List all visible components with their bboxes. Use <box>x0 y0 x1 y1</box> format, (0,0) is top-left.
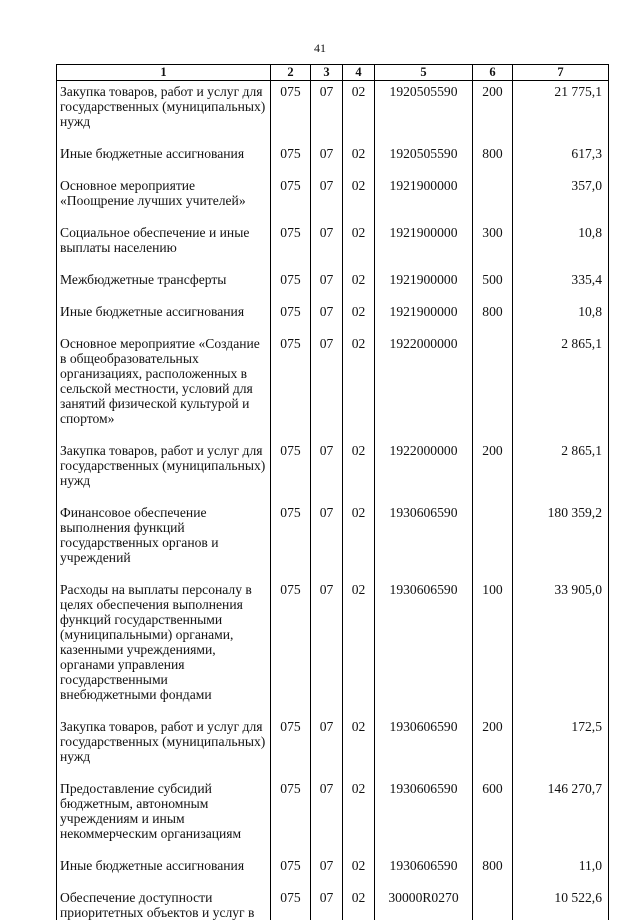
row-amount-cell: 11,0 <box>513 855 609 887</box>
row-gr-cell: 075 <box>271 175 311 222</box>
row-rz-cell: 07 <box>311 143 343 175</box>
row-csr-cell: 1930606590 <box>375 579 473 716</box>
row-csr-cell: 1922000000 <box>375 333 473 440</box>
row-csr-cell: 1920505590 <box>375 81 473 144</box>
row-vr-cell <box>473 175 513 222</box>
table-row <box>57 81 609 144</box>
row-vr-cell: 500 <box>473 269 513 301</box>
row-csr-cell: 1921900000 <box>375 301 473 333</box>
row-name-cell: Расходы на выплаты персоналу в целях обеспечения выполнения функций государственными (муниципальными) органами, казенными учреждениями, органами управления государственными внебюджетными фондами <box>57 579 271 716</box>
row-gr-cell: 075 <box>271 579 311 716</box>
row-gr-cell: 075 <box>271 269 311 301</box>
row-name-cell: Иные бюджетные ассигнования <box>57 855 271 887</box>
row-rz-cell: 07 <box>311 222 343 269</box>
column-header: 7 <box>513 65 609 81</box>
row-pr-cell: 02 <box>343 502 375 579</box>
row-csr-cell: 1930606590 <box>375 716 473 778</box>
row-gr-cell: 075 <box>271 143 311 175</box>
row-vr-cell <box>473 887 513 920</box>
row-rz-cell: 07 <box>311 716 343 778</box>
row-pr-cell: 02 <box>343 440 375 502</box>
page-number: 41 <box>314 41 326 55</box>
row-csr-cell: 1921900000 <box>375 175 473 222</box>
row-csr-cell: 1930606590 <box>375 502 473 579</box>
row-rz-cell: 07 <box>311 855 343 887</box>
row-amount-cell: 10,8 <box>513 222 609 269</box>
row-name-cell: Закупка товаров, работ и услуг для государственных (муниципальных) нужд <box>57 716 271 778</box>
row-csr-cell: 1922000000 <box>375 440 473 502</box>
column-header: 6 <box>473 65 513 81</box>
column-header: 5 <box>375 65 473 81</box>
row-amount-cell: 10,8 <box>513 301 609 333</box>
row-gr-cell: 075 <box>271 333 311 440</box>
row-pr-cell: 02 <box>343 716 375 778</box>
row-pr-cell: 02 <box>343 887 375 920</box>
row-pr-cell: 02 <box>343 143 375 175</box>
row-name-cell: Социальное обеспечение и иные выплаты населению <box>57 222 271 269</box>
table-row <box>57 333 609 440</box>
row-rz-cell: 07 <box>311 301 343 333</box>
row-rz-cell: 07 <box>311 81 343 144</box>
row-vr-cell <box>473 333 513 440</box>
row-amount-cell: 2 865,1 <box>513 333 609 440</box>
row-amount-cell: 146 270,7 <box>513 778 609 855</box>
row-gr-cell: 075 <box>271 778 311 855</box>
row-amount-cell: 21 775,1 <box>513 81 609 144</box>
row-gr-cell: 075 <box>271 222 311 269</box>
table-row <box>57 887 609 920</box>
table-row <box>57 143 609 175</box>
row-vr-cell: 800 <box>473 143 513 175</box>
row-pr-cell: 02 <box>343 222 375 269</box>
row-gr-cell: 075 <box>271 81 311 144</box>
row-pr-cell: 02 <box>343 855 375 887</box>
column-header: 3 <box>311 65 343 81</box>
row-amount-cell: 357,0 <box>513 175 609 222</box>
row-csr-cell: 1930606590 <box>375 855 473 887</box>
table-row <box>57 579 609 716</box>
row-amount-cell: 180 359,2 <box>513 502 609 579</box>
row-rz-cell: 07 <box>311 778 343 855</box>
table-row <box>57 301 609 333</box>
row-gr-cell: 075 <box>271 716 311 778</box>
table-row <box>57 778 609 855</box>
row-pr-cell: 02 <box>343 269 375 301</box>
row-vr-cell <box>473 502 513 579</box>
row-name-cell: Иные бюджетные ассигнования <box>57 301 271 333</box>
row-pr-cell: 02 <box>343 81 375 144</box>
row-amount-cell: 2 865,1 <box>513 440 609 502</box>
row-rz-cell: 07 <box>311 579 343 716</box>
row-name-cell: Обеспечение доступности приоритетных объектов и услуг в <box>57 887 271 920</box>
table-row <box>57 855 609 887</box>
row-csr-cell: 30000R0270 <box>375 887 473 920</box>
row-gr-cell: 075 <box>271 440 311 502</box>
budget-table <box>56 64 609 920</box>
row-name-cell: Межбюджетные трансферты <box>57 269 271 301</box>
row-rz-cell: 07 <box>311 502 343 579</box>
row-gr-cell: 075 <box>271 855 311 887</box>
row-vr-cell: 200 <box>473 716 513 778</box>
row-pr-cell: 02 <box>343 301 375 333</box>
row-amount-cell: 10 522,6 <box>513 887 609 920</box>
row-csr-cell: 1920505590 <box>375 143 473 175</box>
row-pr-cell: 02 <box>343 333 375 440</box>
row-name-cell: Финансовое обеспечение выполнения функций государственных органов и учреждений <box>57 502 271 579</box>
table-row <box>57 222 609 269</box>
row-csr-cell: 1930606590 <box>375 778 473 855</box>
row-csr-cell: 1921900000 <box>375 222 473 269</box>
row-vr-cell: 800 <box>473 301 513 333</box>
row-vr-cell: 200 <box>473 81 513 144</box>
row-name-cell: Основное мероприятие «Поощрение лучших учителей» <box>57 175 271 222</box>
row-rz-cell: 07 <box>311 887 343 920</box>
table-row <box>57 502 609 579</box>
row-name-cell: Закупка товаров, работ и услуг для государственных (муниципальных) нужд <box>57 440 271 502</box>
row-rz-cell: 07 <box>311 333 343 440</box>
row-rz-cell: 07 <box>311 440 343 502</box>
row-rz-cell: 07 <box>311 175 343 222</box>
row-vr-cell: 800 <box>473 855 513 887</box>
row-amount-cell: 33 905,0 <box>513 579 609 716</box>
row-name-cell: Основное мероприятие «Создание в общеобразовательных организациях, расположенных в сельской местности, условий для занятий физической культурой и спортом» <box>57 333 271 440</box>
column-header: 2 <box>271 65 311 81</box>
table-row <box>57 269 609 301</box>
column-header: 4 <box>343 65 375 81</box>
row-name-cell: Иные бюджетные ассигнования <box>57 143 271 175</box>
row-name-cell: Закупка товаров, работ и услуг для государственных (муниципальных) нужд <box>57 81 271 144</box>
row-gr-cell: 075 <box>271 502 311 579</box>
row-pr-cell: 02 <box>343 175 375 222</box>
row-gr-cell: 075 <box>271 887 311 920</box>
table-row <box>57 440 609 502</box>
row-amount-cell: 335,4 <box>513 269 609 301</box>
row-pr-cell: 02 <box>343 579 375 716</box>
row-vr-cell: 300 <box>473 222 513 269</box>
table-row <box>57 175 609 222</box>
table-row <box>57 716 609 778</box>
row-amount-cell: 617,3 <box>513 143 609 175</box>
row-pr-cell: 02 <box>343 778 375 855</box>
column-header: 1 <box>57 65 271 81</box>
header-row <box>57 65 609 81</box>
row-vr-cell: 600 <box>473 778 513 855</box>
row-rz-cell: 07 <box>311 269 343 301</box>
row-vr-cell: 100 <box>473 579 513 716</box>
row-gr-cell: 075 <box>271 301 311 333</box>
row-csr-cell: 1921900000 <box>375 269 473 301</box>
row-amount-cell: 172,5 <box>513 716 609 778</box>
row-vr-cell: 200 <box>473 440 513 502</box>
row-name-cell: Предоставление субсидий бюджетным, автономным учреждениям и иным некоммерческим организациям <box>57 778 271 855</box>
